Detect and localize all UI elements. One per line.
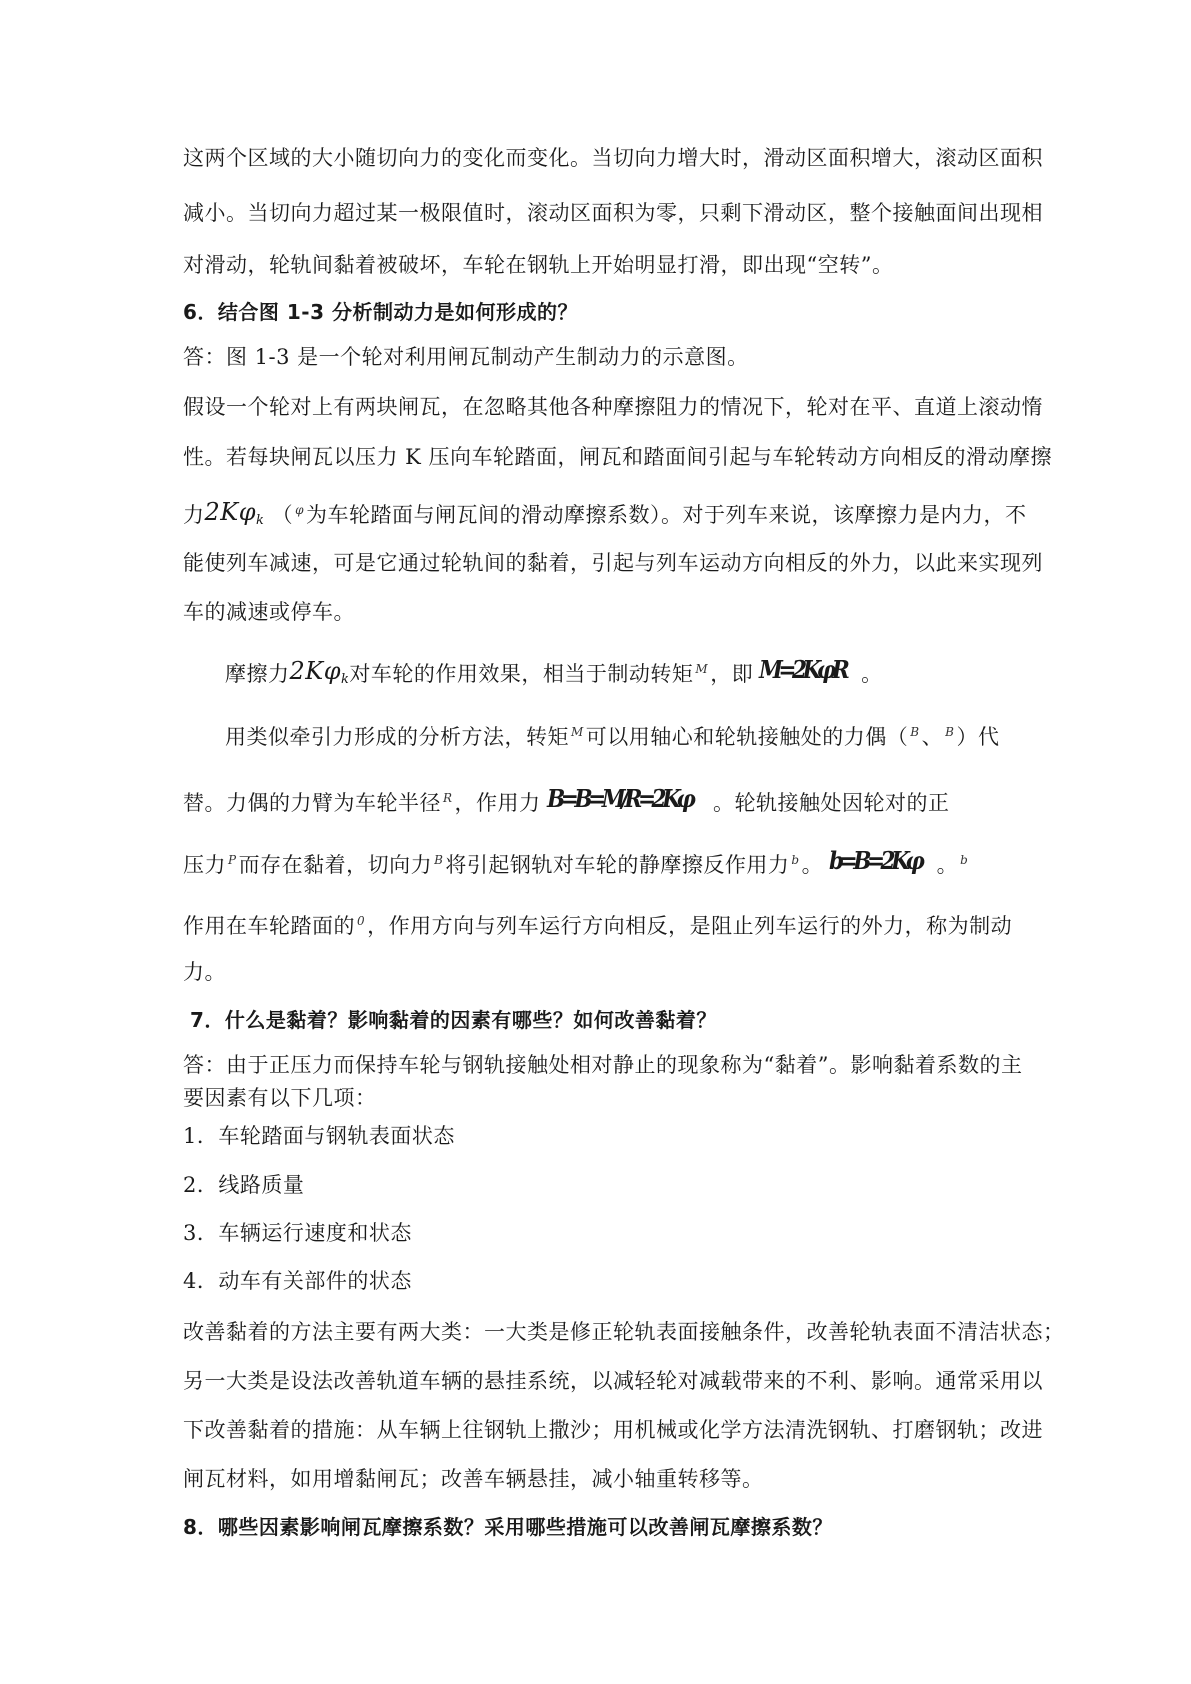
- answer-line: 下改善黏着的措施：从车辆上往钢轨上撒沙；用机械或化学方法清洗钢轨、打磨钢轨；改进: [183, 1418, 1043, 1442]
- text-fragment: （: [271, 503, 294, 527]
- formula-text: 2Kφ: [289, 657, 342, 685]
- answer-line-with-formula: [183, 496, 1027, 535]
- text-fragment: 。: [861, 662, 883, 686]
- answer-line: 能使列车减速，可是它通过轮轨间的黏着，引起与列车运动方向相反的外力，以此来实现列: [183, 551, 1043, 575]
- answer-line: 车的减速或停车。: [183, 600, 355, 624]
- friction-symbol: [205, 498, 265, 526]
- force-formula: B=B=M/R=2Kφ: [546, 784, 691, 813]
- text-fragment: 为车轮踏面与闸瓦间的滑动摩擦系数）。对于列车来说，该摩擦力是内力，不: [306, 503, 1027, 527]
- answer-line: 假设一个轮对上有两块闸瓦，在忽略其他各种摩擦阻力的情况下，轮对在平、直道上滚动惰: [183, 395, 1043, 419]
- answer-line: 改善黏着的方法主要有两大类：一大类是修正轮轨表面接触条件，改善轮轨表面不清洁状态；: [183, 1320, 1065, 1344]
- text-fragment: ，即: [710, 662, 754, 686]
- text-fragment: ，作用力: [454, 791, 541, 815]
- answer-line: 答：由于正压力而保持车轮与钢轨接触处相对静止的现象称为“黏着”。影响黏着系数的主: [183, 1053, 1023, 1077]
- text-fragment: 将引起钢轨对车轮的静摩擦反作用力: [445, 853, 790, 877]
- inline-symbol: b: [960, 853, 969, 867]
- text-fragment: 力: [183, 503, 205, 527]
- torque-formula: M=2KφR: [759, 655, 846, 684]
- text-fragment: ，作用方向与列车运行方向相反，是阻止列车运行的外力，称为制动: [367, 914, 1013, 938]
- answer-line: 力。: [183, 960, 226, 984]
- text-fragment: 压力: [183, 853, 226, 877]
- text-fragment: 替。力偶的力臂为车轮半径: [183, 791, 441, 815]
- question-6-heading: 6．结合图 1-3 分析制动力是如何形成的？: [183, 300, 578, 324]
- answer-line: 答：图 1-3 是一个轮对利用闸瓦制动产生制动力的示意图。: [183, 345, 749, 369]
- formula-text: 2Kφ: [204, 498, 257, 526]
- text-fragment: 。: [801, 853, 824, 877]
- answer-line: 要因素有以下几项：: [183, 1086, 377, 1110]
- list-item: 3．车辆运行速度和状态: [183, 1221, 412, 1245]
- inline-symbol: 0: [357, 914, 366, 928]
- answer-line: 另一大类是设法改善轨道车辆的悬挂系统，以减轻轮对减载带来的不利、影响。通常采用以: [183, 1369, 1043, 1393]
- paragraph-line: 这两个区域的大小随切向力的变化而变化。当切向力增大时，滑动区面积增大，滚动区面积: [183, 146, 1043, 170]
- text-fragment: 。: [936, 853, 959, 877]
- answer-line-with-formula: [183, 784, 1023, 817]
- answer-line-with-symbols: [225, 718, 1023, 751]
- inline-symbol: R: [443, 791, 453, 805]
- formula-subscript: k: [256, 513, 265, 528]
- text-fragment: 。轮轨接触处因轮对的正: [713, 791, 950, 815]
- paragraph-line: 减小。当切向力超过某一极限值时，滚动区面积为零，只剩下滑动区，整个接触面间出现相: [183, 201, 1043, 225]
- inline-symbol: P: [228, 853, 237, 867]
- reaction-formula: b=B=2Kφ: [829, 846, 921, 875]
- answer-line-with-symbols: [183, 907, 1023, 940]
- answer-line-with-formula: [225, 655, 1023, 694]
- question-7-heading: 7．什么是黏着？影响黏着的因素有哪些？如何改善黏着？: [190, 1008, 717, 1032]
- question-8-heading: 8．哪些因素影响闸瓦摩擦系数？采用哪些措施可以改善闸瓦摩擦系数？: [183, 1515, 833, 1539]
- text-fragment: 对车轮的作用效果，相当于制动转矩: [349, 662, 694, 686]
- text-fragment: 可以用轴心和轮轨接触处的力偶（: [585, 725, 909, 749]
- list-item: 1．车轮踏面与钢轨表面状态: [183, 1124, 455, 1148]
- list-item: 2．线路质量: [183, 1173, 305, 1197]
- inline-symbol: φ: [295, 503, 304, 517]
- formula-subscript: k: [341, 672, 350, 687]
- text-fragment: 作用在车轮踏面的: [183, 914, 355, 938]
- answer-line: 性。若每块闸瓦以压力 K 压向车轮踏面，闸瓦和踏面间引起与车轮转动方向相反的滑动摩擦: [183, 445, 1053, 469]
- inline-symbol: B: [945, 725, 955, 739]
- answer-line: 闸瓦材料，如用增黏闸瓦；改善车辆悬挂，减小轴重转移等。: [183, 1467, 764, 1491]
- text-fragment: ）代: [956, 725, 1000, 749]
- text-fragment: 用类似牵引力形成的分析方法，转矩: [225, 725, 569, 749]
- inline-symbol: B: [910, 725, 920, 739]
- inline-symbol: M: [571, 725, 584, 739]
- inline-symbol: b: [791, 853, 800, 867]
- text-fragment: 而存在黏着，切向力: [238, 853, 433, 877]
- inline-symbol: M: [695, 662, 709, 676]
- list-item: 4．动车有关部件的状态: [183, 1269, 412, 1293]
- text-fragment: 、: [921, 725, 944, 749]
- friction-symbol: [290, 657, 350, 685]
- answer-line-with-formula: [183, 846, 1023, 879]
- paragraph-line: 对滑动，轮轨间黏着被破坏，车轮在钢轨上开始明显打滑，即出现“空转”。: [183, 253, 894, 277]
- inline-symbol: B: [434, 853, 444, 867]
- text-fragment: 摩擦力: [225, 662, 290, 686]
